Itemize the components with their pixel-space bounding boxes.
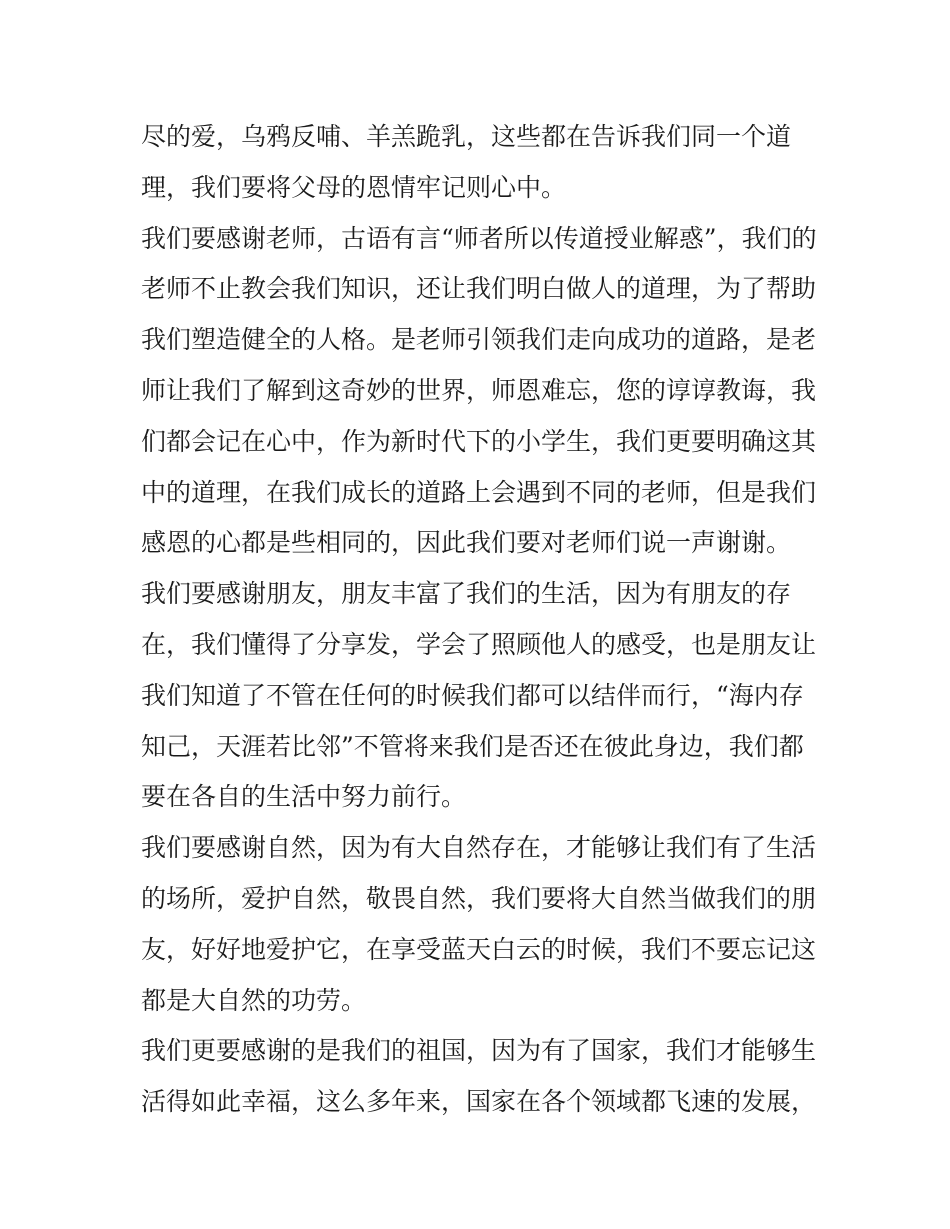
text-line: 在，我们懂得了分享发，学会了照顾他人的感受，也是朋友让 <box>141 629 817 659</box>
text-line: 我们要感谢朋友，朋友丰富了我们的生活，因为有朋友的存 <box>141 579 792 609</box>
text-line: 我们塑造健全的人格。是老师引领我们走向成功的道路，是老 <box>141 325 817 355</box>
text-line: 中的道理，在我们成长的道路上会遇到不同的老师，但是我们 <box>141 477 817 507</box>
text-line: 我们更要感谢的是我们的祖国，因为有了国家，我们才能够生 <box>141 1036 817 1066</box>
text-line: 师让我们了解到这奇妙的世界，师恩难忘，您的谆谆教诲，我 <box>141 375 817 405</box>
text-line: 理，我们要将父母的恩情牢记则心中。 <box>141 172 567 202</box>
text-line: 都是大自然的功劳。 <box>141 985 367 1015</box>
text-line: 感恩的心都是些相同的，因此我们要对老师们说一声谢谢。 <box>141 528 792 558</box>
text-line: 知己，天涯若比邻”不管将来我们是否还在彼此身边，我们都 <box>141 731 804 761</box>
document-body <box>141 112 821 1128</box>
text-line: 我们要感谢老师，古语有言“师者所以传道授业解惑”，我们的 <box>141 223 817 253</box>
text-line: 活得如此幸福，这么多年来，国家在各个领域都飞速的发展， <box>141 1087 817 1117</box>
text-line: 我们要感谢自然，因为有大自然存在，才能够让我们有了生活 <box>141 833 817 863</box>
text-line: 的场所，爱护自然，敬畏自然，我们要将大自然当做我们的朋 <box>141 883 817 913</box>
text-line: 尽的爱，乌鸦反哺、羊羔跪乳，这些都在告诉我们同一个道 <box>141 122 792 151</box>
text-line: 要在各自的生活中努力前行。 <box>141 782 467 812</box>
text-line: 们都会记在心中，作为新时代下的小学生，我们更要明确这其 <box>141 426 817 456</box>
text-line: 老师不止教会我们知识，还让我们明白做人的道理，为了帮助 <box>141 274 817 304</box>
text-line: 友，好好地爱护它，在享受蓝天白云的时候，我们不要忘记这 <box>141 934 817 964</box>
text-line: 我们知道了不管在任何的时候我们都可以结伴而行，“海内存 <box>141 680 804 710</box>
